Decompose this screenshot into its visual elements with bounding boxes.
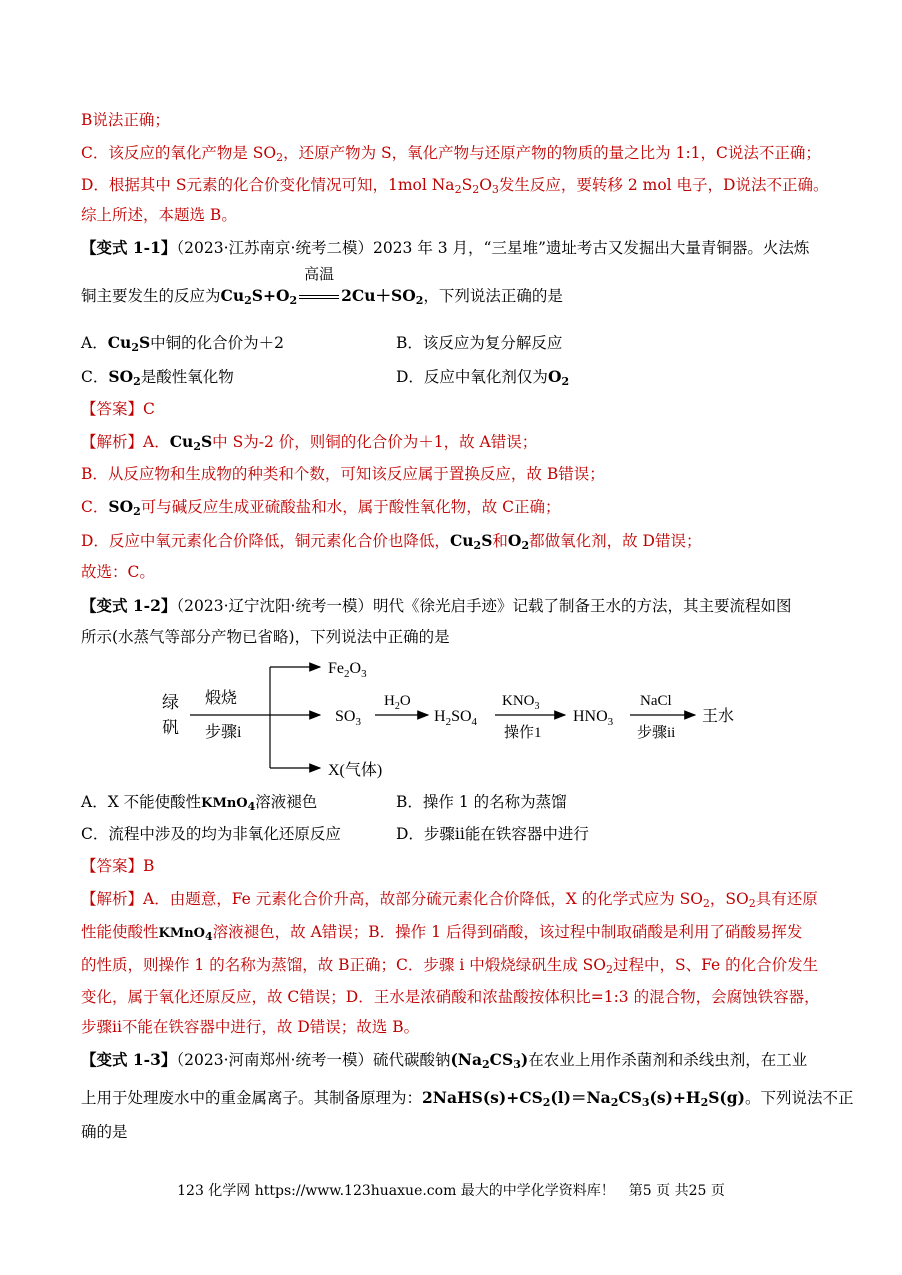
flow-start-2: 矾 [162, 718, 179, 737]
flow-h2so4: $H_2SO_4$ [434, 708, 478, 728]
flow-so3: $SO_3$ [335, 708, 361, 728]
flow-step1-top: 煅烧 [205, 690, 238, 707]
explanation-line: 【解析】A．由题意，Fe 元素化合价升高，故部分硫元素化合价降低，X 的化学式应为 $SO_2$，$SO_2$具有还原 [81, 890, 818, 910]
explanation-line: C．$SO_2$可与碱反应生成亚硫酸盐和水，属于酸性氧化物，故 C正确； [81, 497, 561, 518]
option-d: D．反应中氧化剂仅为$O_2$ [396, 367, 570, 388]
question-header: 【变式 1-2】（2023·辽宁沈阳·统考一模）明代《徐光启手迹》记载了制备王水的方法，其主要流程如图 [81, 596, 792, 615]
flow-h2o: $H_2O$ [384, 693, 411, 712]
reaction-condition: 高温 [299, 286, 339, 306]
text-line: 综上所述，本题选 B。 [81, 206, 237, 224]
option-c: C．流程中涉及的均为非氧化还原反应 [81, 825, 341, 843]
option-b: B．操作 1 的名称为蒸馏 [396, 793, 567, 811]
explanation-line: 步骤ii不能在铁容器中进行，故 D错误；故选 B。 [81, 1018, 420, 1036]
answer: 【答案】B [81, 857, 155, 875]
option-c: C．$SO_2$是酸性氧化物 [81, 367, 234, 388]
option-b: B．该反应为复分解反应 [396, 334, 563, 352]
text-line: B说法正确； [81, 111, 170, 129]
flow-step1-bottom: 步骤i [205, 724, 242, 741]
flow-start-1: 绿 [162, 693, 179, 712]
question-stem: 上用于处理废水中的重金属离子。其制备原理为：$2NaHS(s)+CS_2(l)=Na_2CS_3(s)+H_2S(g)$。下列说法不正 [81, 1088, 854, 1109]
explanation-line: 故选：C。 [81, 563, 155, 581]
text-line: D．根据其中 S元素的化合价变化情况可知，1mol $Na_2S_2O_3$发生反应，要转移 2 mol 电子，D说法不正确。 [81, 176, 829, 196]
flow-hno3: $HNO_3$ [573, 708, 614, 728]
text-line: C．该反应的氧化产物是 $SO_2$，还原产物为 S，氧化产物与还原产物的物质的量之比为 1:1，C说法不正确； [81, 144, 821, 164]
flow-fe2o3: $Fe_2O_3$ [328, 660, 367, 680]
question-header: 【变式 1-3】（2023·河南郑州·统考一模）硫代碳酸钠$(Na_2CS_3)$在农业上用作杀菌剂和杀线虫剂，在工业 [81, 1050, 808, 1071]
process-flow-diagram [150, 655, 750, 780]
flow-end: 王水 [702, 708, 735, 725]
option-a: A．X 不能使酸性KMnO$_4$溶液褪色 [81, 793, 318, 813]
question-stem: 确的是 [81, 1123, 128, 1141]
flow-kno3: $KNO_3$ [502, 693, 540, 712]
explanation-line: B．从反应物和生成物的种类和个数，可知该反应属于置换反应，故 B错误； [81, 465, 605, 483]
question-header: 【变式 1-1】（2023·江苏南京·统考二模）2023 年 3 月，“三星堆”遗址考古又发掘出大量青铜器。火法炼 [81, 238, 810, 257]
flow-x-gas: X(气体) [328, 762, 383, 779]
flow-nacl: NaCl [640, 693, 672, 709]
explanation-line: D．反应中氧元素化合价降低，铜元素化合价也降低，$Cu_2S$和$O_2$都做氧化剂，故 D错误； [81, 531, 702, 552]
flow-op1: 操作1 [504, 725, 542, 741]
explanation-line: 变化，属于氧化还原反应，故 C错误；D．王水是浓硝酸和浓盐酸按体积比=1:3 的混合物，会腐蚀铁容器， [81, 988, 820, 1006]
explanation-line: 的性质，则操作 1 的名称为蒸馏，故 B正确；C．步骤 i 中煅烧绿矾生成 $SO_2$过程中，S、Fe 的化合价发生 [81, 956, 819, 976]
question-stem: 铜主要发生的反应为$Cu_2S+O_2$ 高温 $2Cu+SO_2$，下列说法正确的是 [81, 265, 563, 307]
question-stem: 所示(水蒸气等部分产物已省略)，下列说法中正确的是 [81, 628, 450, 646]
option-d: D．步骤ii能在铁容器中进行 [396, 825, 589, 843]
page-footer: 123 化学网 https://www.123huaxue.com 最大的中学化学资料库！ 第5 页 共25 页 [177, 1183, 725, 1199]
explanation-line: 性能使酸性KMnO$_4$溶液褪色，故 A错误；B．操作 1 后得到硝酸，该过程中制取硝酸是利用了硝酸易挥发 [81, 923, 803, 943]
answer: 【答案】C [81, 400, 155, 418]
flow-step2: 步骤ii [637, 725, 676, 741]
explanation-line: 【解析】A．$Cu_2S$中 S为-2 价，则铜的化合价为＋1，故 A错误； [81, 432, 538, 453]
option-a: A．$Cu_2S$中铜的化合价为＋2 [81, 333, 285, 354]
